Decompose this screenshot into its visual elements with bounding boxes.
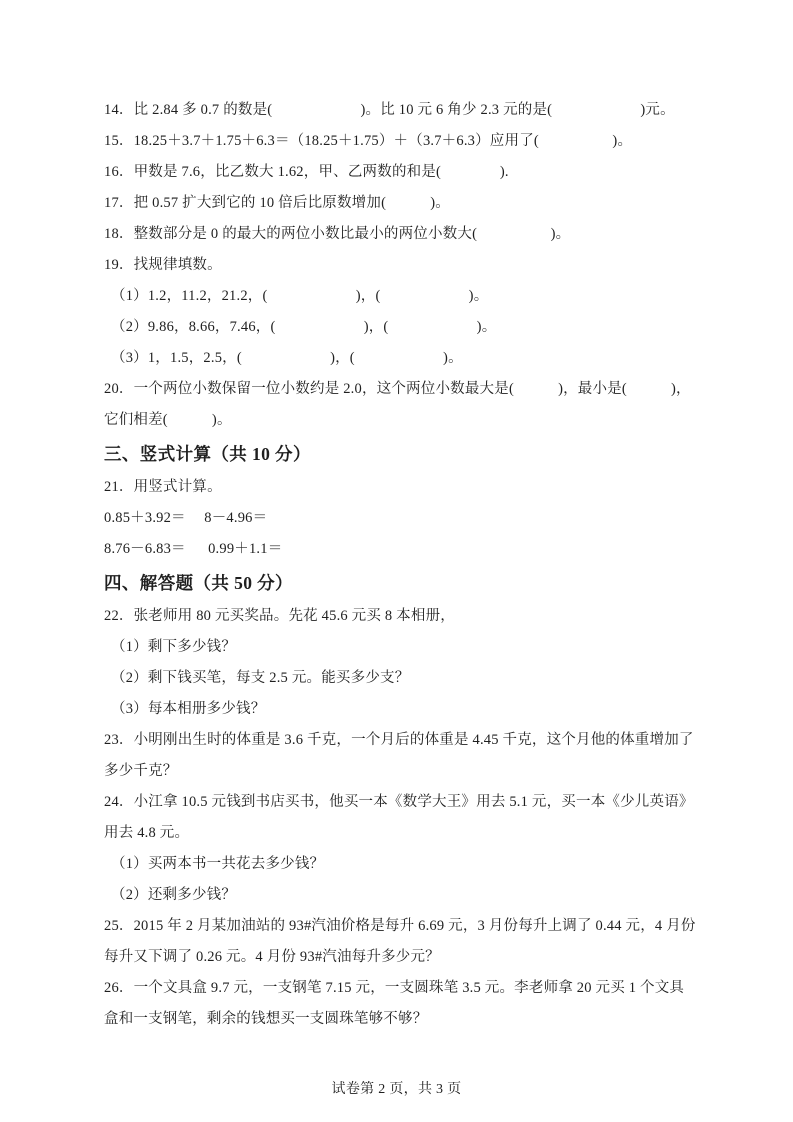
question-line: 16．甲数是 7.6，比乙数大 1.62，甲、乙两数的和是( ).: [104, 164, 509, 180]
question-line: 20．一个两位小数保留一位小数约是 2.0，这个两位小数最大是( )，最小是( )，: [104, 381, 691, 397]
sub-question-line: （2）9.86，8.66，7.46，( )，( )。: [111, 319, 497, 335]
continuation-line: 用去 4.8 元。: [104, 825, 190, 841]
sub-question-line: （1）1.2，11.2，21.2，( )，( )。: [111, 288, 489, 304]
question-line: 19．找规律填数。: [104, 257, 222, 273]
exam-body: [104, 95, 779, 1035]
sub-question-line: （1）买两本书一共花去多少钱？: [111, 856, 325, 872]
question-line: 22．张老师用 80 元买奖品。先花 45.6 元买 8 本相册，: [104, 608, 455, 624]
question-line: 17．把 0.57 扩大到它的 10 倍后比原数增加( )。: [104, 195, 450, 211]
question-line: 26．一个文具盒 9.7 元，一支钢笔 7.15 元，一支圆珠笔 3.5 元。李老师拿 20 元买 1 个文具: [104, 980, 685, 996]
question-line: 21．用竖式计算。: [104, 479, 222, 495]
sub-question-line: （3）每本相册多少钱？: [111, 701, 266, 717]
question-line: 15．18.25＋3.7＋1.75＋6.3＝（18.25＋1.75）＋（3.7＋6.3）应用了( )。: [104, 133, 633, 149]
calculation-line: 8.76－6.83＝ 0.99＋1.1＝: [104, 541, 283, 557]
continuation-line: 盒和一支钢笔，剩余的钱想买一支圆珠笔够不够？: [104, 1011, 428, 1027]
sub-question-line: （1）剩下多少钱？: [111, 639, 237, 655]
section-heading: 三、竖式计算（共 10 分）: [104, 444, 311, 464]
continuation-line: 多少千克？: [104, 763, 178, 779]
question-line: 23．小明刚出生时的体重是 3.6 千克，一个月后的体重是 4.45 千克，这个月他的体重增加了: [104, 732, 694, 748]
question-line: 18．整数部分是 0 的最大的两位小数比最小的两位小数大( )。: [104, 226, 571, 242]
sub-question-line: （2）还剩多少钱？: [111, 887, 237, 903]
continuation-line: 每升又下调了 0.26 元。4 月份 93#汽油每升多少元？: [104, 949, 440, 965]
page-footer: 试卷第 2 页，共 3 页: [331, 1082, 462, 1097]
sub-question-line: （2）剩下钱买笔，每支 2.5 元。能买多少支？: [111, 670, 410, 686]
sub-question-line: （3）1，1.5，2.5，( )，( )。: [111, 350, 463, 366]
question-line: 24．小江拿 10.5 元钱到书店买书，他买一本《数学大王》用去 5.1 元，买一本《少儿英语》: [104, 794, 694, 810]
section-heading: 四、解答题（共 50 分）: [104, 573, 293, 593]
continuation-line: 它们相差( )。: [104, 412, 232, 428]
question-line: 25．2015 年 2 月某加油站的 93#汽油价格是每升 6.69 元，3 月份每升上调了 0.44 元，4 月份: [104, 918, 696, 934]
question-line: 14．比 2.84 多 0.7 的数是( )。比 10 元 6 角少 2.3 元的是( )元。: [104, 102, 675, 118]
calculation-line: 0.85＋3.92＝ 8－4.96＝: [104, 510, 268, 526]
